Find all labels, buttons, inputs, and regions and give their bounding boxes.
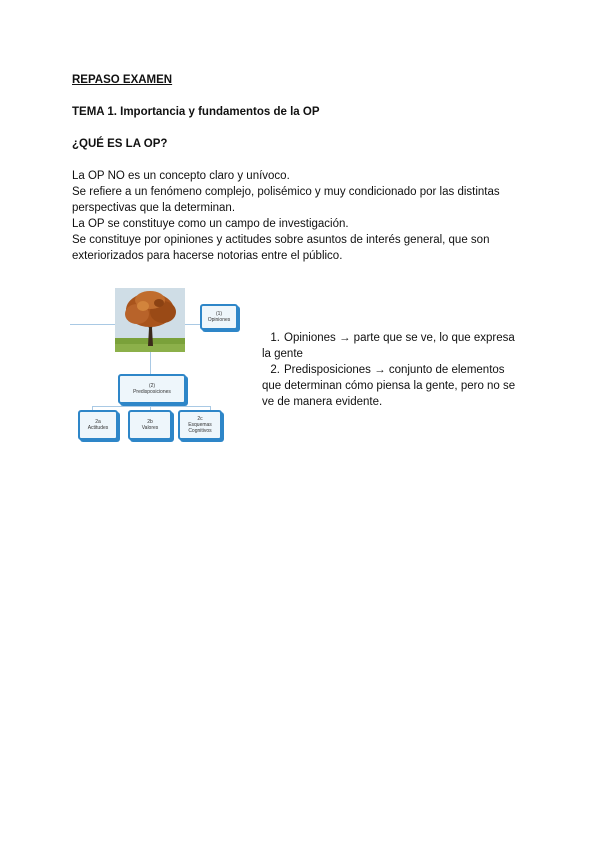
box-predisposiciones bbox=[118, 374, 186, 404]
question-heading: ¿QUÉ ES LA OP? bbox=[72, 138, 168, 150]
box-opiniones-num: (1) bbox=[215, 311, 223, 317]
list-item-text: Opiniones → parte que se ve, lo que expresa la gente bbox=[262, 332, 515, 360]
connector-line bbox=[185, 324, 200, 325]
box-opiniones-label: Opiniones bbox=[207, 317, 231, 323]
section-heading: TEMA 1. Importancia y fundamentos de la OP bbox=[72, 106, 320, 118]
tree-image bbox=[115, 288, 185, 352]
list-item-number: 1. bbox=[270, 332, 280, 344]
document-title: REPASO EXAMEN bbox=[72, 74, 173, 86]
box-actitudes-label: Actitudes bbox=[87, 425, 109, 431]
box-predisposiciones-label: Predisposiciones bbox=[133, 389, 171, 395]
list-item bbox=[262, 362, 522, 410]
box-opiniones bbox=[200, 304, 238, 330]
box-valores bbox=[128, 410, 172, 440]
box-actitudes-num: 2a bbox=[95, 419, 101, 425]
connector-line bbox=[92, 406, 210, 407]
box-predisposiciones-num: (2) bbox=[148, 383, 156, 389]
paragraph-2: Se refiere a un fenómeno complejo, polisémico y muy condicionado por las distintas perspectivas que la determinan. bbox=[72, 186, 500, 214]
paragraph-3: La OP se constituye como un campo de investigación. bbox=[72, 218, 349, 230]
list-item-text: Predisposiciones → conjunto de elementos que determinan cómo piensa la gente, pero no se ve de manera evidente. bbox=[262, 364, 516, 408]
intro-paragraphs bbox=[72, 168, 532, 264]
box-valores-num: 2b bbox=[147, 419, 153, 425]
box-actitudes bbox=[78, 410, 118, 440]
box-esquemas-label: Esquemas Cognitivos bbox=[188, 422, 212, 434]
explanation-list bbox=[262, 330, 522, 410]
connector-line bbox=[150, 352, 151, 374]
paragraph-1: La OP NO es un concepto claro y unívoco. bbox=[72, 170, 290, 182]
connector-line bbox=[70, 324, 115, 325]
paragraph-4: Se constituye por opiniones y actitudes sobre asuntos de interés general, que son exteriorizados para hacerse notorias entre el público. bbox=[72, 234, 490, 262]
list-item-number: 2. bbox=[270, 364, 280, 376]
list-item bbox=[262, 330, 522, 362]
box-valores-label: Valores bbox=[141, 425, 159, 431]
op-diagram bbox=[70, 286, 230, 446]
box-esquemas bbox=[178, 410, 222, 440]
box-esquemas-num: 2c bbox=[197, 416, 203, 422]
